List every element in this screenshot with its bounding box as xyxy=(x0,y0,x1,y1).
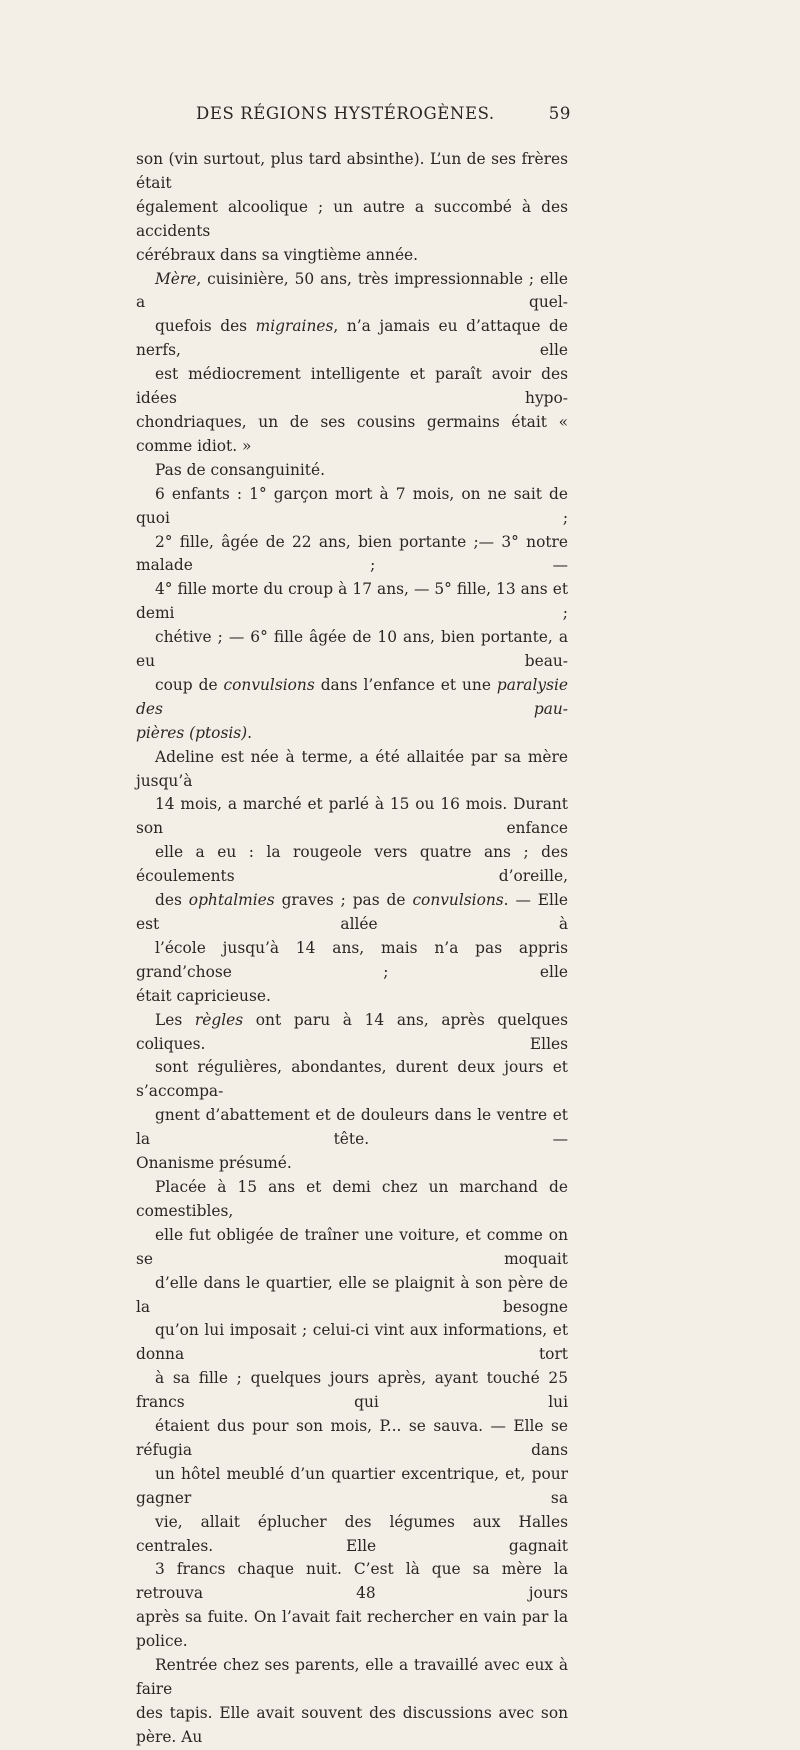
text-line: après sa fuite. On l’avait fait rechercher en vain par la police. xyxy=(136,1608,568,1651)
text-line: sont régulières, abondantes, durent deux jours et s’accompa- xyxy=(136,1058,568,1101)
text-line: 2° fille, âgée de 22 ans, bien portante ;— 3° notre malade ; — xyxy=(136,532,568,575)
text-line: Adeline est née à terme, a été allaitée par sa mère jusqu’à xyxy=(136,747,568,790)
text-line: Rentrée chez ses parents, elle a travaillé avec eux à faire xyxy=(136,1656,568,1698)
text-line: elle a eu : la rougeole vers quatre ans ; des écoulements d’oreille, xyxy=(136,843,568,886)
text-line: Placée à 15 ans et demi chez un marchand de comestibles, xyxy=(136,1177,568,1220)
text-line: 3 francs chaque nuit. C’est là que sa mère la retrouva 48 jours xyxy=(136,1560,568,1603)
paragraph xyxy=(136,459,568,483)
text-line: 6 enfants : 1° garçon mort à 7 mois, on ne sait de quoi ; xyxy=(136,484,568,527)
text-line: cérébraux dans sa vingtième année. xyxy=(136,245,419,264)
text-line: également alcoolique ; un autre a succombé à des accidents xyxy=(136,197,568,240)
text-line: l’école jusqu’à 14 ans, mais n’a pas appris grand’chose ; elle xyxy=(136,938,568,981)
text-line: vie, allait éplucher des légumes aux Halles centrales. Elle gagnait xyxy=(136,1512,568,1555)
text-line: était capricieuse. xyxy=(136,986,271,1005)
text-line: qu’on lui imposait ; celui-ci vint aux informations, et donna tort xyxy=(136,1321,568,1364)
paragraph xyxy=(136,746,568,1009)
text-line: un hôtel meublé d’un quartier excentrique, et, pour gagner sa xyxy=(136,1464,568,1507)
paragraph xyxy=(136,1654,568,1750)
running-title: DES RÉGIONS HYSTÉROGÈNES. xyxy=(196,104,495,123)
text-line: est médiocrement intelligente et paraît avoir des idées hypo- xyxy=(136,365,568,408)
running-header xyxy=(196,104,570,123)
paragraph xyxy=(136,1176,568,1654)
text-line: à sa fille ; quelques jours après, ayant touché 25 francs qui lui xyxy=(136,1369,568,1412)
text-line: pières (ptosis). xyxy=(136,723,253,742)
text-line: gnent d’abattement et de douleurs dans le ventre et la tête. — xyxy=(136,1106,568,1149)
text-line: quefois des migraines, n’a jamais eu d’attaque de nerfs, elle xyxy=(136,317,568,360)
text-line: d’elle dans le quartier, elle se plaignit à son père de la besogne xyxy=(136,1273,568,1316)
paragraph xyxy=(136,268,568,459)
text-line: des tapis. Elle avait souvent des discussions avec son père. Au xyxy=(136,1703,568,1746)
text-line: 4° fille morte du croup à 17 ans, — 5° fille, 13 ans et demi ; xyxy=(136,580,568,623)
text-line: chétive ; — 6° fille âgée de 10 ans, bien portante, a eu beau- xyxy=(136,628,568,671)
paragraph xyxy=(136,1009,568,1176)
text-line: Onanisme présumé. xyxy=(136,1154,292,1173)
paragraph xyxy=(136,148,568,268)
text-line: coup de convulsions dans l’enfance et une paralysie des pau- xyxy=(136,675,568,718)
text-line: elle fut obligée de traîner une voiture, et comme on se moquait xyxy=(136,1225,568,1268)
text-line: son (vin surtout, plus tard absinthe). L’un de ses frères était xyxy=(136,150,568,192)
page-number: 59 xyxy=(548,104,571,123)
text-line: Mère, cuisinière, 50 ans, très impressionnable ; elle a quel- xyxy=(136,269,568,312)
text-line: des ophtalmies graves ; pas de convulsions. — Elle est allée à xyxy=(136,891,568,933)
text-line: Les règles ont paru à 14 ans, après quelques coliques. Elles xyxy=(136,1010,568,1053)
text-line: étaient dus pour son mois, P... se sauva. — Elle se réfugia dans xyxy=(136,1417,568,1459)
paragraph xyxy=(136,483,568,746)
text-line: chondriaques, un de ses cousins germains était « comme idiot. » xyxy=(136,412,568,455)
text-line: 14 mois, a marché et parlé à 15 ou 16 mois. Durant son enfance xyxy=(136,795,568,838)
text-line: Pas de consanguinité. xyxy=(155,460,325,479)
body-text xyxy=(136,148,568,1750)
